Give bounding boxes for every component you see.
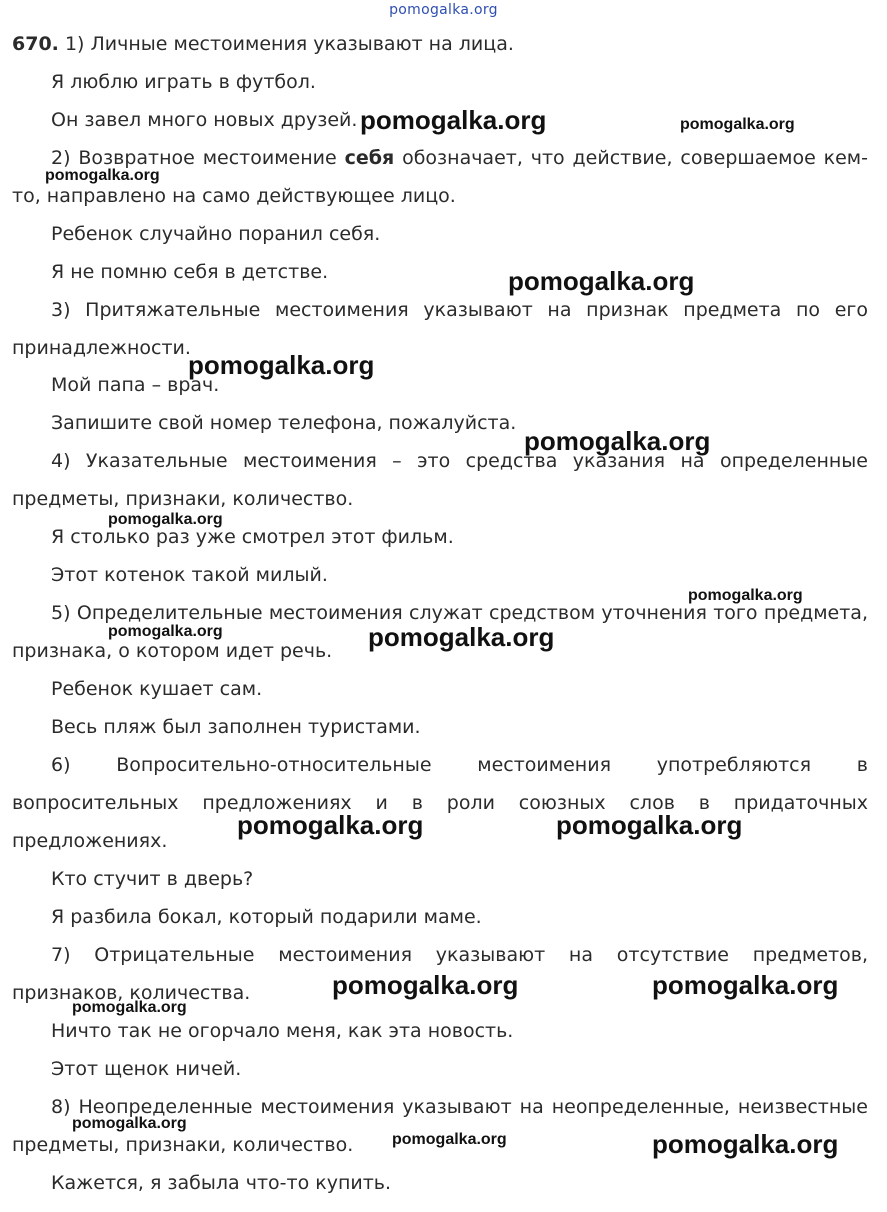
example-line: Он завел много новых друзей. [51,109,358,131]
paragraph-line: принадлежности. [12,337,191,359]
paragraph-line: предложениях. [12,830,168,852]
example-line: Мой папа – врач. [51,374,220,396]
watermark: pomogalka.org [188,350,375,380]
paragraph-line: 7) Отрицательные местоимения указывают на отсутствие предметов, [51,944,868,966]
example-line: Я разбила бокал, который подарили маме. [51,906,482,928]
paragraph-line: 3) Притяжательные местоимения указывают на признак предмета по его [51,299,868,321]
watermark: pomogalka.org [108,623,223,640]
watermark: pomogalka.org [108,511,223,528]
example-line: Весь пляж был заполнен туристами. [51,716,421,738]
paragraph-line: вопросительных предложениях и в роли союзных слов в придаточных [12,792,868,814]
paragraph-line: признаков, количества. [12,982,251,1004]
paragraph-line: предметы, признаки, количество. [12,1134,354,1156]
example-line: Ребенок кушает сам. [51,678,263,700]
site-header-watermark: pomogalka.org [389,2,498,18]
watermark: pomogalka.org [45,167,160,184]
watermark: pomogalka.org [237,810,424,840]
watermark: pomogalka.org [368,622,555,652]
watermark: pomogalka.org [556,810,743,840]
paragraph-line: признака, о котором идет речь. [12,640,333,662]
paragraph-line: 6) Вопросительно-относительные местоимения употребляются в [51,754,868,776]
example-line: Этот котенок такой милый. [51,564,328,586]
watermark: pomogalka.org [688,587,803,604]
watermark: pomogalka.org [652,970,839,1000]
watermark: pomogalka.org [72,1115,187,1132]
watermark: pomogalka.org [680,116,795,133]
watermark: pomogalka.org [392,1131,507,1148]
example-line: Ребенок случайно поранил себя. [51,223,381,245]
example-line: Ничто так не огорчало меня, как эта новость. [51,1020,514,1042]
paragraph-line: 8) Неопределенные местоимения указывают на неопределенные, неизвестные [51,1096,868,1118]
example-line: Кажется, я забыла что-то купить. [51,1172,392,1194]
watermark: pomogalka.org [524,426,711,456]
paragraph-line: предметы, признаки, количество. [12,488,354,510]
example-line: Я люблю играть в футбол. [51,71,316,93]
task-1-intro: 670. 1) Личные местоимения указывают на лица. [12,33,514,55]
watermark: pomogalka.org [332,970,519,1000]
paragraph-line: то, направлено на само действующее лицо. [12,185,456,207]
watermark: pomogalka.org [72,999,187,1016]
task-number: 670. [12,33,59,55]
paragraph-line: 5) Определительные местоимения служат средством уточнения того предмета, [51,602,868,624]
watermark: pomogalka.org [360,105,547,135]
watermark: pomogalka.org [508,266,695,296]
watermark: pomogalka.org [652,1129,839,1159]
example-line: Запишите свой номер телефона, пожалуйста. [51,412,517,434]
example-line: Кто стучит в дверь? [51,868,254,890]
paragraph-line: 4) Указательные местоимения – это средства указания на определенные [51,450,868,472]
example-line: Я не помню себя в детстве. [51,261,329,283]
example-line: Я столько раз уже смотрел этот фильм. [51,526,454,548]
example-line: Этот щенок ничей. [51,1058,242,1080]
paragraph-line: 2) Возвратное местоимение себя обозначает, что действие, совершаемое кем- [51,147,868,169]
